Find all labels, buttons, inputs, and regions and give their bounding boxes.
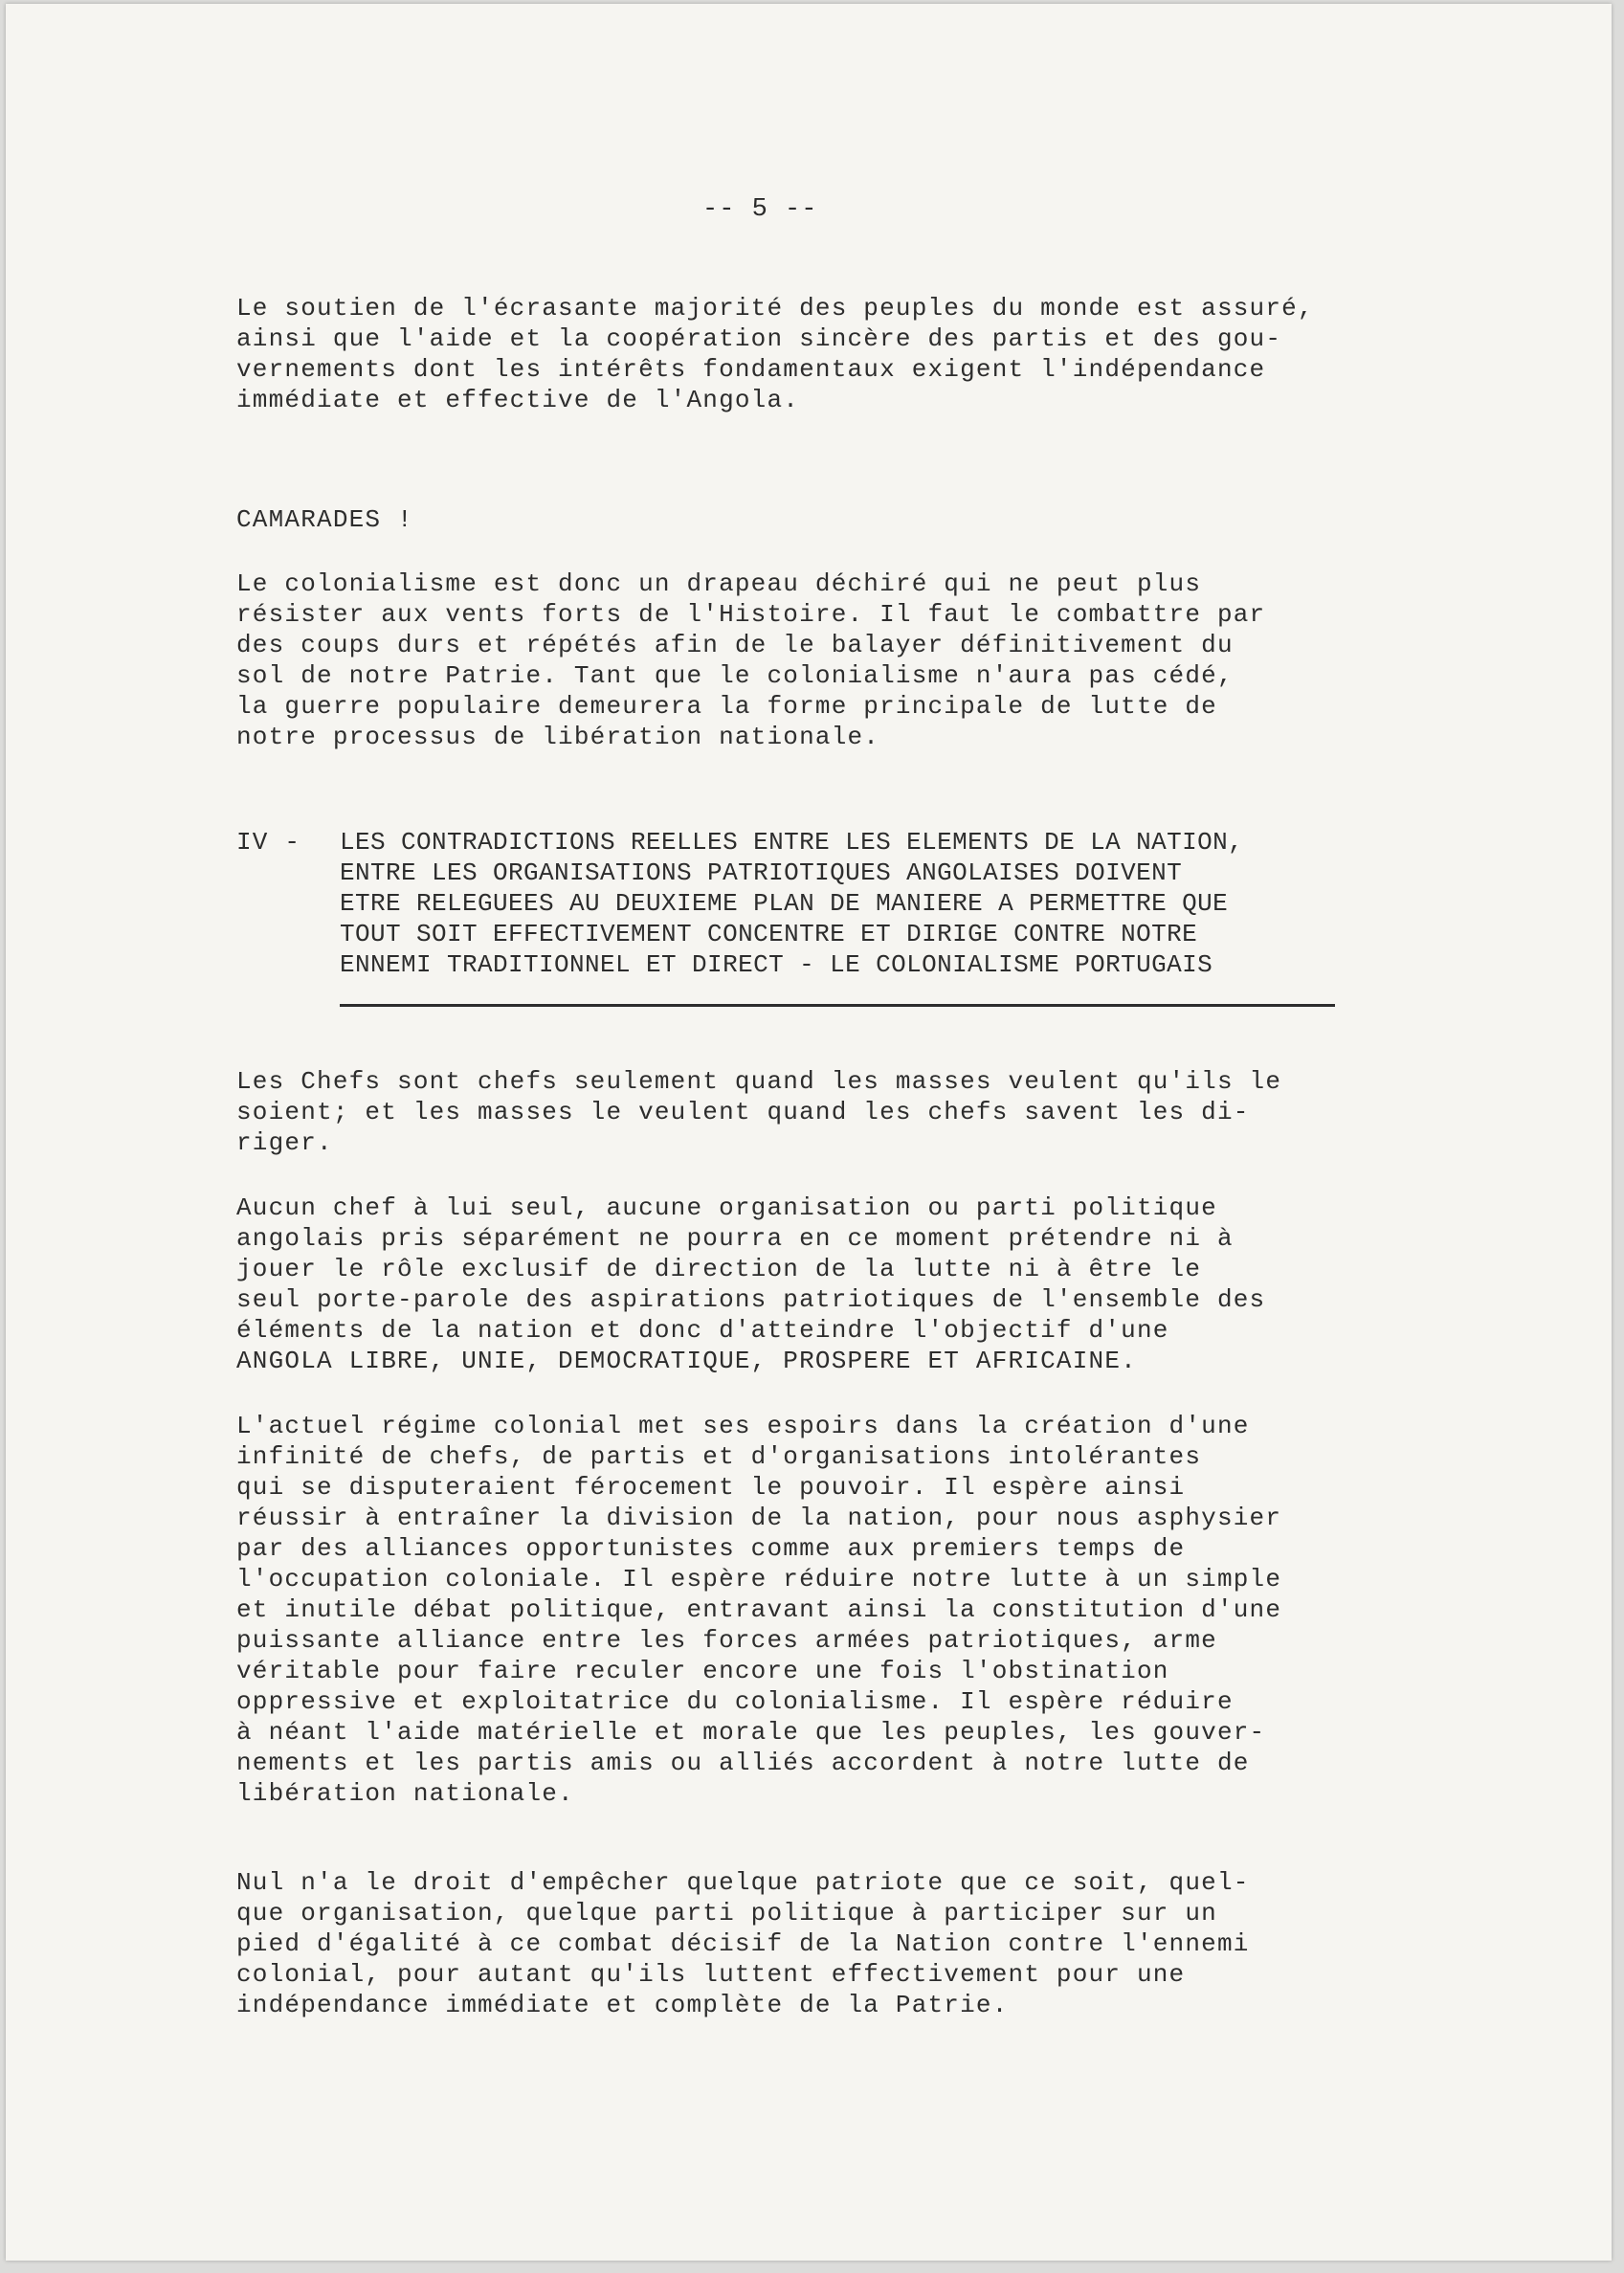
paragraph-camarades: CAMARADES ! <box>236 505 413 534</box>
paragraph-chefs: Les Chefs sont chefs seulement quand les masses veulent qu'ils le soient; et les masses le veulent quand les chefs savent les di- riger. <box>236 1067 1282 1157</box>
paragraph-nul-droit: Nul n'a le droit d'empêcher quelque patriote que ce soit, quel- que organisation, quelque parti politique à participer sur un pied d'égalité à ce combat décisif de la Nation contre l'ennemi colonial, pour autant qu'ils luttent effectivement pour une indépendance immédiate et complète de la Patrie. <box>236 1868 1250 2019</box>
page-number: -- 5 -- <box>702 195 818 224</box>
paragraph-support: Le soutien de l'écrasante majorité des peuples du monde est assuré, ainsi que l'aide et la coopération sincère des partis et des gou- vernements dont les intérêts fondamentaux exigent l'indépendance immédiate et effective de l'Angola. <box>236 294 1314 414</box>
paragraph-regime-colonial: L'actuel régime colonial met ses espoirs dans la création d'une infinité de chefs, de partis et d'organisations intolérantes qui se disputeraient férocement le pouvoir. Il espère ainsi réussir à entraîner la division de la nation, pour nous asphysier par des alliances opportunistes comme aux premiers temps de l'occupation coloniale. Il espère réduire notre lutte à un simple et inutile débat politique, entravant ainsi la constitution d'une puissante alliance entre les forces armées patriotiques, arme véritable pour faire reculer encore une fois l'obstination oppressive et exploitatrice du colonialisme. Il espère réduire à néant l'aide matérielle et morale que les peuples, les gouver- nements et les partis amis ou alliés accordent à notre lutte de libération nationale. <box>236 1412 1282 1808</box>
paragraph-aucun-chef: Aucun chef à lui seul, aucune organisation ou parti politique angolais pris séparément ne pourra en ce moment prétendre ni à jouer le rôle exclusif de direction de la lutte ni à être le seul porte-parole des aspirations patriotiques de l'ensemble des éléments de la nation et donc d'atteindre l'objectif d'une ANGOLA LIBRE, UNIE, DEMOCRATIQUE, PROSPERE ET AFRICAINE. <box>236 1193 1266 1375</box>
document-page <box>6 4 1612 2261</box>
section-iv-label: IV - <box>236 828 301 857</box>
section-iv-underline <box>340 1004 1335 1007</box>
section-iv-heading: LES CONTRADICTIONS REELLES ENTRE LES ELEMENTS DE LA NATION, ENTRE LES ORGANISATIONS PATRIOTIQUES ANGOLAISES DOIVENT ETRE RELEGUEES AU DEUXIEME PLAN DE MANIERE A PERMETTRE QUE TOUT SOIT EFFECTIVEMENT CONCENTRE ET DIRIGE CONTRE NOTRE ENNEMI TRADITIONNEL ET DIRECT - LE COLONIALISME PORTUGAIS <box>340 828 1244 979</box>
paragraph-colonialisme: Le colonialisme est donc un drapeau déchiré qui ne peut plus résister aux vents forts de l'Histoire. Il faut le combattre par des coups durs et répétés afin de le balayer définitivement du sol de notre Patrie. Tant que le colonialisme n'aura pas cédé, la guerre populaire demeurera la forme principale de lutte de notre processus de libération nationale. <box>236 569 1266 751</box>
